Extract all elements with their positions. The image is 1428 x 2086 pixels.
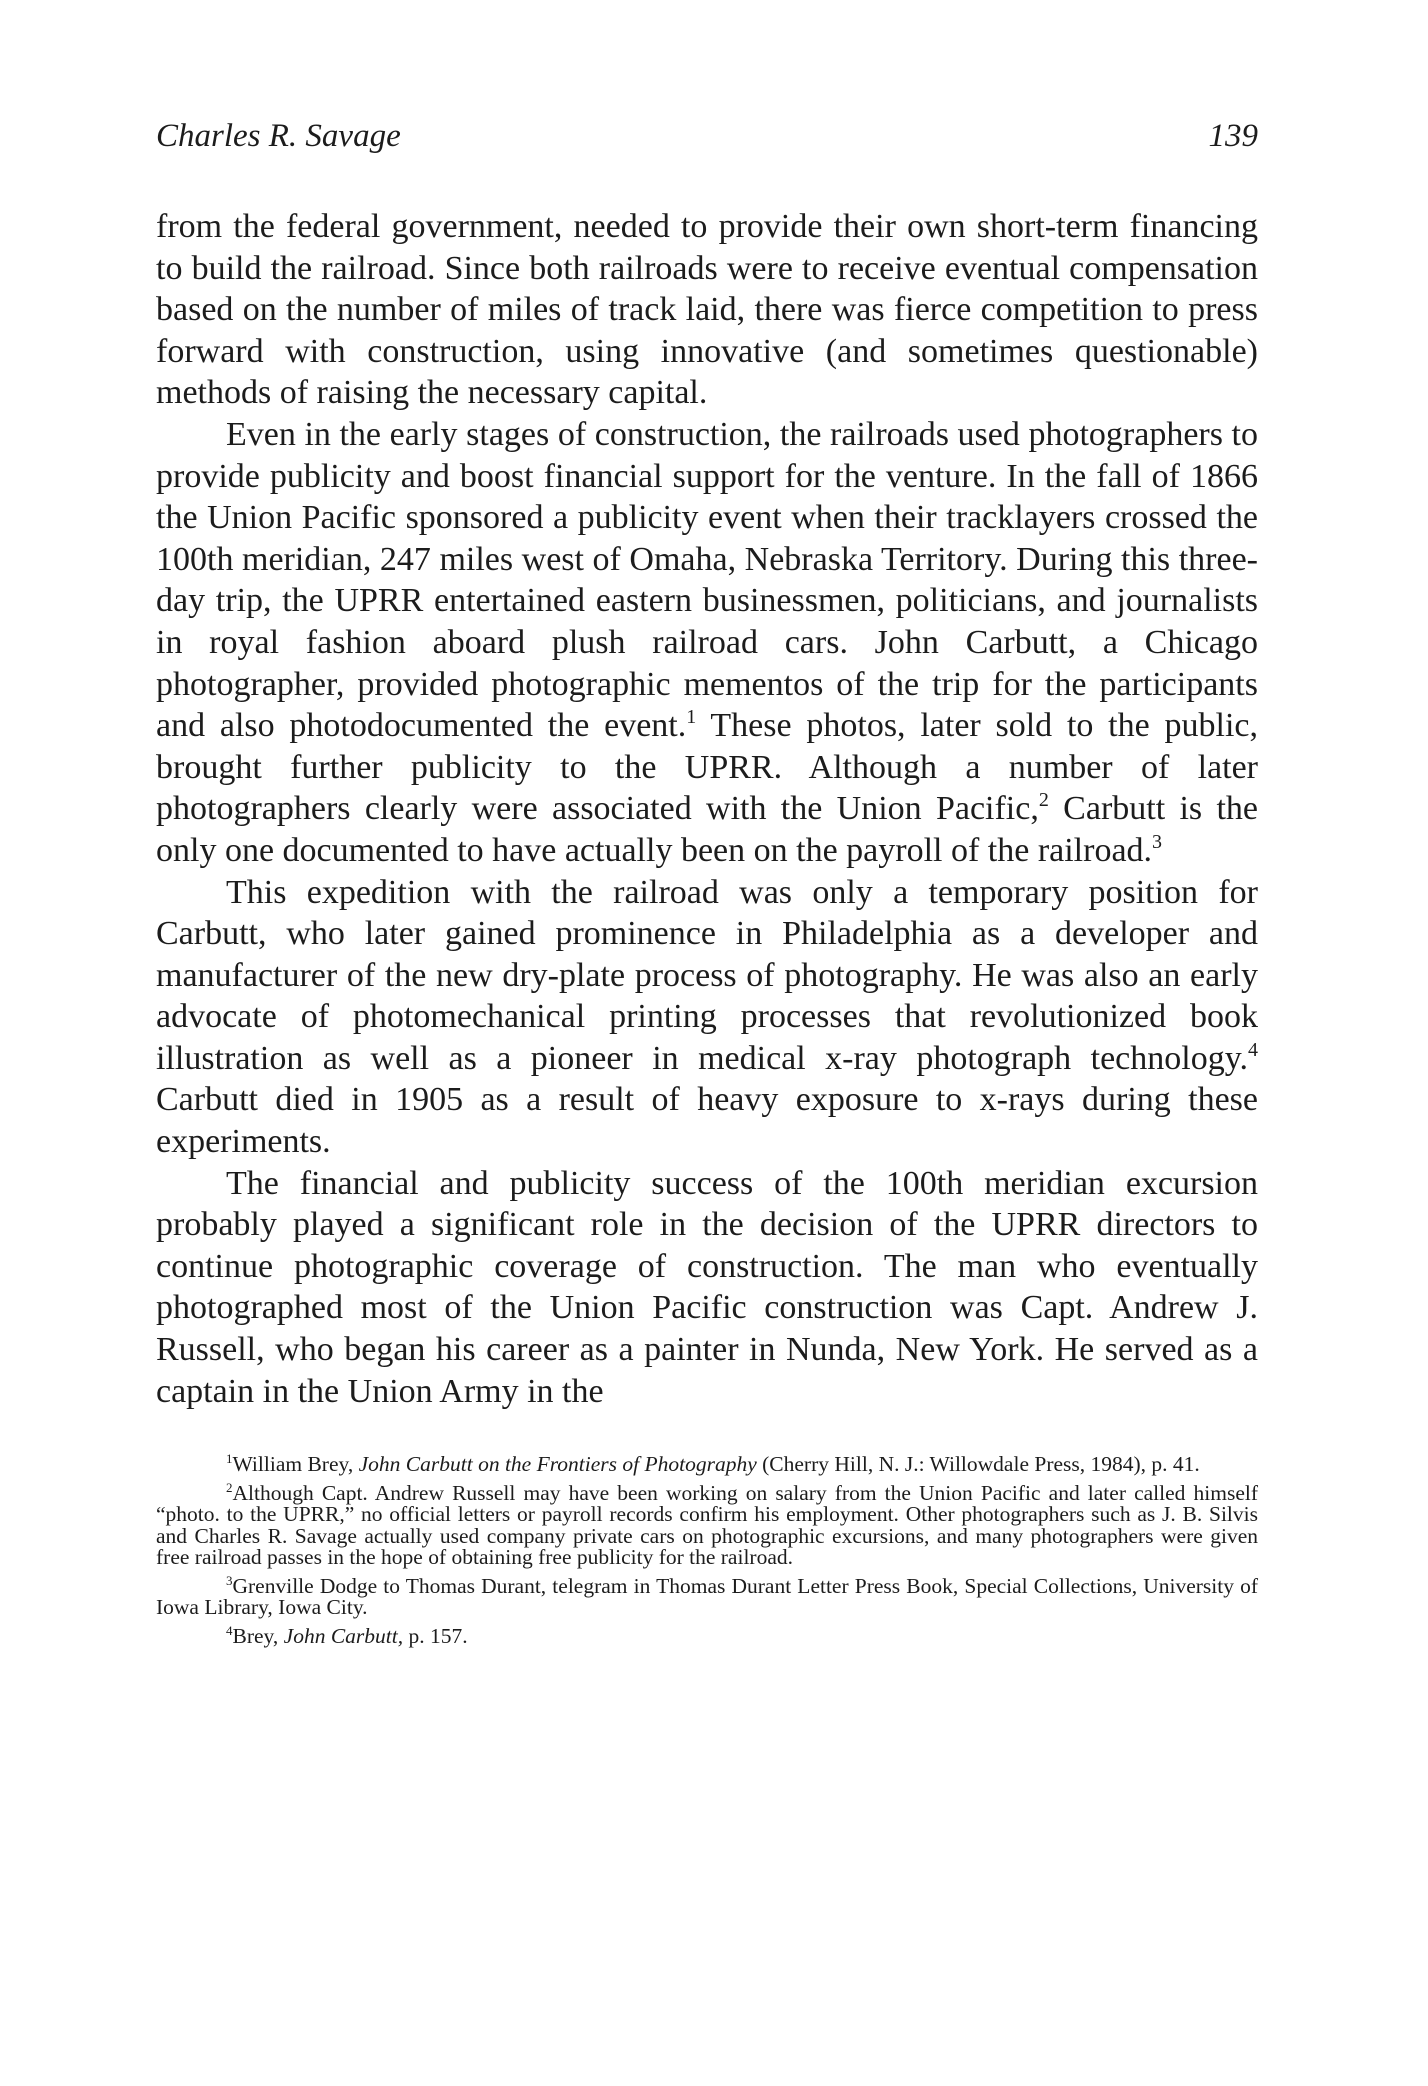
paragraph-4: The financial and publicity success of the 100th meridian excursion probably played a significant role in the decision of the UPRR directors to continue photographic coverage of construction. The man who eventually photographed most of the Union Pacific construction was Capt. Andrew J. Russell, who began his career as a painter in Nunda, New York. He served as a captain in the Union Army in the: [156, 1164, 1258, 1410]
footnote-ref-2: 2: [1038, 789, 1049, 812]
footnote-mark: 4: [226, 1622, 233, 1638]
footnote-ref-3: 3: [1152, 830, 1163, 853]
paragraph-2-part-b: These photos, later sold to the public, brought further publicity to the UPRR. Although a number of later photographers clearly were associated with the Union Pacific,: [156, 707, 1258, 828]
footnotes: [156, 1451, 1258, 1648]
paragraph-2-part-c: Carbutt is the only one documented to have actually been on the payroll of the railroad.: [156, 790, 1258, 869]
footnote-1: [156, 1451, 1258, 1477]
footnote-book-title: John Carbutt,: [283, 1623, 404, 1648]
footnote-text: (Cherry Hill, N. J.: Willowdale Press, 1984), p. 41.: [756, 1452, 1200, 1477]
paragraph-3-part-a: This expedition with the railroad was only a temporary position for Carbutt, who later gained prominence in Philadelphia as a developer and manufacturer of the new dry-plate process of photography. He was also an early advocate of photomechanical printing processes that revolutionized book illustration as well as a pioneer in medical x-ray photograph technology.: [156, 873, 1258, 1077]
footnote-text: Although Capt. Andrew Russell may have been working on salary from the Union Pacific and later called himself “photo. to the UPRR,” no official letters or payroll records confirm his employment. Other photographers such as J. B. Silvis and Charles R. Savage actually used company private cars on photographic excursions, and many photographers were given free railroad passes in the hope of obtaining free publicity for the railroad.: [156, 1480, 1258, 1570]
page-number: 139: [1208, 118, 1258, 154]
paragraph-3-part-b: Carbutt died in 1905 as a result of heavy exposure to x-rays during these experiments.: [156, 1081, 1258, 1161]
footnote-2: [156, 1479, 1258, 1570]
footnote-3: [156, 1572, 1258, 1620]
paragraph-1: from the federal government, needed to provide their own short-term financing to build the railroad. Since both railroads were to receive eventual compensation based on the number of miles of track laid, there was fierce competition to press forward with construction, using innovative (and sometimes questionable) methods of raising the necessary capital.: [156, 208, 1258, 412]
footnote-book-title: John Carbutt on the Frontiers of Photography: [358, 1452, 757, 1477]
footnote-text: William Brey,: [232, 1452, 359, 1477]
page-header: [156, 118, 1258, 164]
running-head: Charles R. Savage: [156, 118, 401, 154]
footnote-text: p. 157.: [403, 1623, 468, 1648]
paragraph-3: [156, 872, 1258, 1163]
body-text: [156, 206, 1258, 1412]
footnote-ref-4: 4: [1248, 1038, 1258, 1061]
paragraph-2-part-a: Even in the early stages of construction, the railroads used photographers to provide publicity and boost financial support for the venture. In the fall of 1866 the Union Pacific sponsored a publicity event when their tracklayers crossed the 100th meridian, 247 miles west of Omaha, Nebraska Territory. During this three-day trip, the UPRR entertained eastern businessmen, politicians, and journalists in royal fashion aboard plush railroad cars. John Carbutt, a Chicago photographer, provided photographic mementos of the trip for the participants and also photodocumented the event.: [156, 415, 1258, 745]
footnote-text: Grenville Dodge to Thomas Durant, telegram in Thomas Durant Letter Press Book, Special Collections, University of Iowa Library, Iowa City.: [156, 1573, 1258, 1620]
footnote-mark: 1: [226, 1451, 233, 1467]
footnote-4: [156, 1622, 1258, 1648]
paragraph-2: [156, 414, 1258, 872]
footnote-text: Brey,: [232, 1623, 284, 1648]
footnote-mark: 2: [226, 1479, 233, 1495]
footnote-ref-1: 1: [686, 706, 697, 729]
footnote-mark: 3: [226, 1572, 233, 1588]
book-page: [156, 118, 1258, 1654]
